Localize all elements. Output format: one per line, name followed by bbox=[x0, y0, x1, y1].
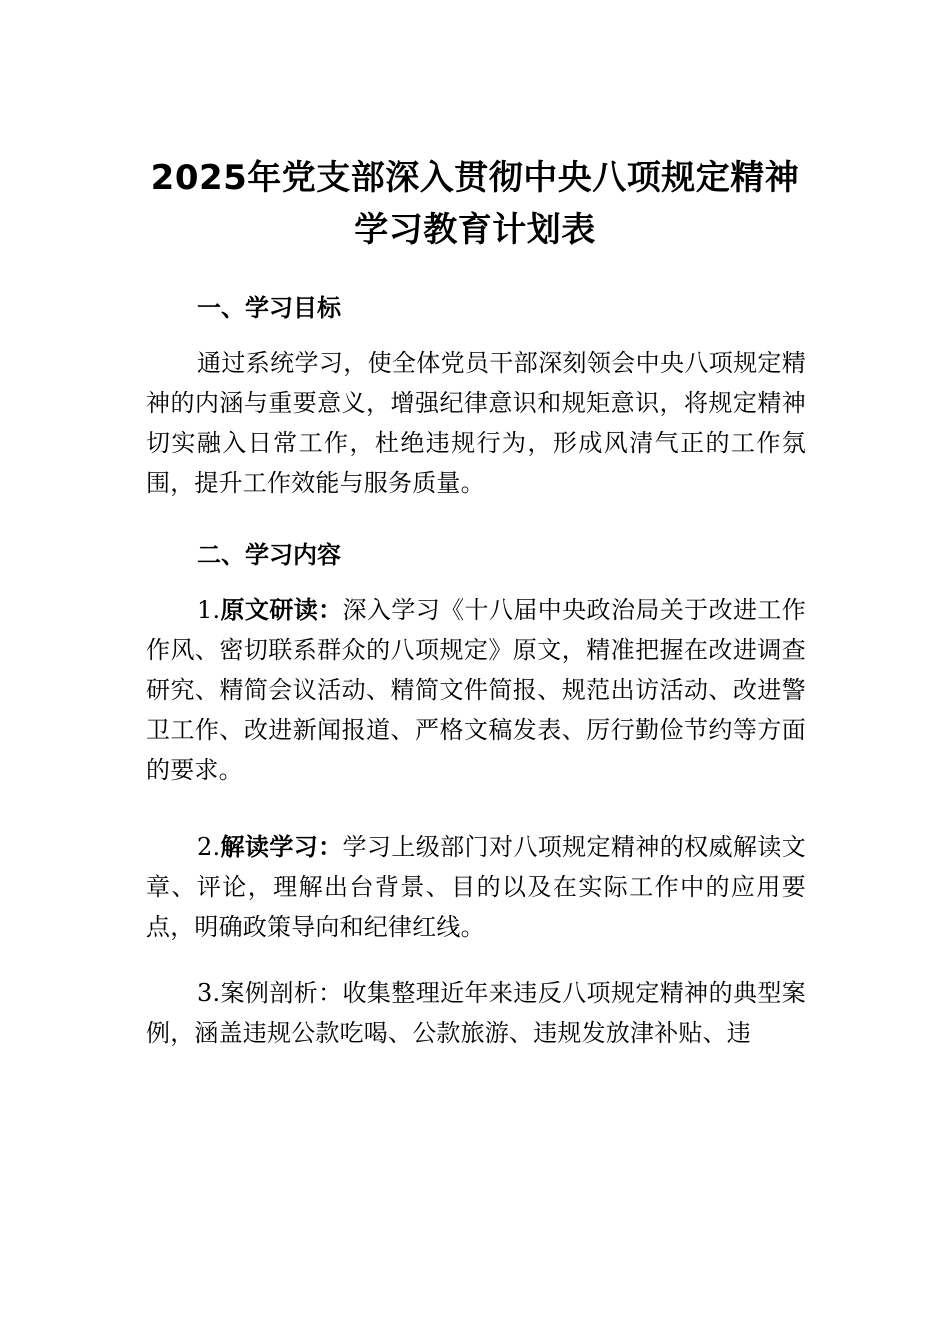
section-objectives-paragraph: 通过系统学习，使全体党员干部深刻领会中央八项规定精神的内涵与重要意义，增强纪律意识和规矩意识，将规定精神切实融入日常工作，杜绝违规行为，形成风清气正的工作氛围，提升工作效能与服务质量。 bbox=[146, 349, 806, 497]
section-heading-objectives: 一、学习目标 bbox=[197, 294, 341, 322]
item-number: 3. bbox=[197, 979, 221, 1007]
item-number: 2. bbox=[197, 833, 221, 861]
item-number: 1. bbox=[197, 596, 221, 624]
document-title-line-1: 2025年党支部深入贯彻中央八项规定精神 bbox=[150, 158, 800, 198]
item-lead: 案例剖析： bbox=[220, 979, 343, 1007]
item-body: 深入学习《十八届中央政治局关于改进工作作风、密切联系群众的八项规定》原文，精准把握在改进调查研究、精简会议活动、精简文件简报、规范出访活动、改进警卫工作、改进新闻报道、严格文稿发表、厉行勤俭节约等方面的要求。 bbox=[146, 596, 806, 784]
item-lead: 原文研读： bbox=[220, 596, 343, 624]
content-item-3 bbox=[146, 973, 806, 1053]
item-body: 收集整理近年来违反八项规定精神的典型案例，涵盖违规公款吃喝、公款旅游、违规发放津补贴、违 bbox=[146, 979, 806, 1047]
item-lead: 解读学习： bbox=[220, 833, 343, 861]
item-body: 学习上级部门对八项规定精神的权威解读文章、评论，理解出台背景、目的以及在实际工作中的应用要点，明确政策导向和纪律红线。 bbox=[146, 833, 806, 941]
content-item-2 bbox=[146, 827, 806, 947]
content-item-1 bbox=[146, 590, 806, 790]
section-heading-content: 二、学习内容 bbox=[197, 541, 341, 569]
document-title-line-2: 学习教育计划表 bbox=[354, 210, 596, 250]
